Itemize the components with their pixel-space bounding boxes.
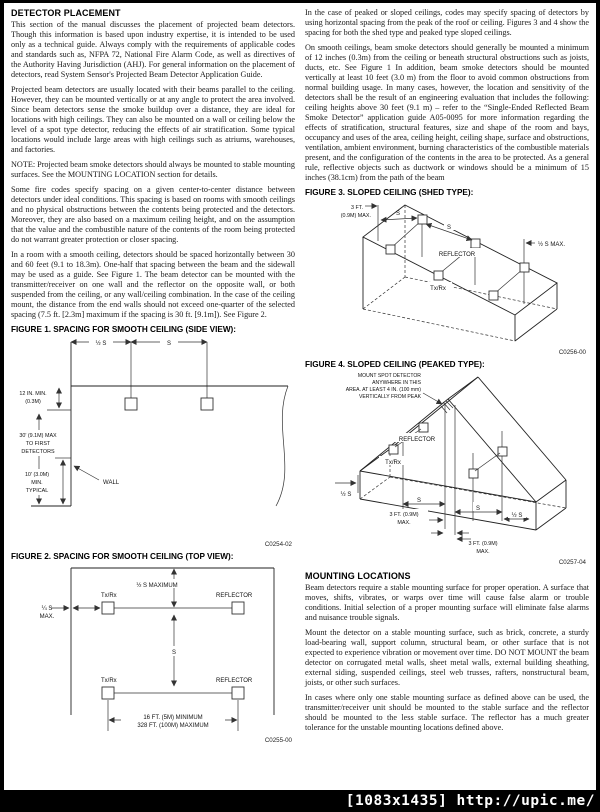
svg-text:Tx/Rx: Tx/Rx xyxy=(430,286,446,292)
txrx-symbol xyxy=(102,687,114,699)
svg-text:MOUNT SPOT DETECTOR: MOUNT SPOT DETECTOR xyxy=(357,373,421,379)
svg-text:Tx/Rx: Tx/Rx xyxy=(101,593,117,599)
svg-text:DETECTORS: DETECTORS xyxy=(21,449,55,455)
paragraph: Projected beam detectors are usually located with their beams parallel to the ceiling. However, they can be mounted vertically or at any angle to protect the area involved. Since beam detectors sense the smoke buildup over a distance, they are ideal for locations with high ceilings. They can also be mounted on a wall or ceiling below the level of a spot type detector, reducing the effects of air stratification. Some typical locations would include large areas with high ceilings such as atriums, warehouses, and factories. xyxy=(11,85,295,154)
figure1-diagram-side-view xyxy=(11,336,296,549)
svg-text:328 FT. (100M) MAXIMUM: 328 FT. (100M) MAXIMUM xyxy=(137,723,209,729)
right-column xyxy=(305,8,589,745)
figure3-code: C0256-00 xyxy=(558,349,586,356)
paragraph: Some fire codes specify spacing on a given center-to-center distance between detectors under ideal conditions. This spacing is based on rooms with smooth ceilings and no physical obstructions between the contents being protected and the detectors. Moreover, they are also based on a maximum ceiling height, and on the assumption that the value and the combustible nature of the contents of the room being protected do not warrant greater protection or closer spacing. xyxy=(11,185,295,244)
reflector-symbol xyxy=(232,602,244,614)
svg-text:MAX.: MAX. xyxy=(39,614,55,620)
txrx-symbol xyxy=(389,445,398,454)
svg-text:(0.3M): (0.3M) xyxy=(25,399,41,405)
note-paragraph: NOTE: Projected beam smoke detectors should always be mounted to stable mounting surfaces. See the MOUNTING LOCATION section for details. xyxy=(11,160,295,179)
beam-detector-symbol xyxy=(386,245,395,254)
figure1-lines xyxy=(31,342,288,506)
figure2-code: C0255-00 xyxy=(264,737,292,744)
beam-detector-symbol xyxy=(489,291,498,300)
beam-detector-symbol xyxy=(498,447,507,456)
reflector-symbol xyxy=(419,423,428,432)
svg-text:(0.9M) MAX.: (0.9M) MAX. xyxy=(340,213,371,219)
beam-detector-symbol xyxy=(201,398,213,410)
manual-page xyxy=(4,3,596,790)
figure1-labels xyxy=(15,337,293,548)
svg-text:WALL: WALL xyxy=(103,480,120,486)
paragraph: In cases where only one stable mounting surface as defined above can be used, the transmitter/receiver unit should be mounted to the stable surface and the reflector should be mounted to the less stable surface. The reflector has a much greater tolerance for the unstable mounting locations defined above. xyxy=(305,693,589,732)
paragraph: In the case of peaked or sloped ceilings, codes may specify spacing of detectors by using horizontal spacing from the peak of the roof or ceiling. Figures 3 and 4 show the spacing for both the shed type and peaked type sloped ceilings. xyxy=(305,8,589,37)
svg-text:Tx/Rx: Tx/Rx xyxy=(101,678,117,684)
svg-text:S: S xyxy=(475,506,481,512)
figure4-labels xyxy=(341,373,587,566)
figure3-lines xyxy=(363,205,557,341)
svg-text:VERTICALLY FROM PEAK: VERTICALLY FROM PEAK xyxy=(359,394,421,400)
figure4-code: C0257-04 xyxy=(558,559,586,566)
paragraph: This section of the manual discusses the placement of projected beam detectors. Though this information is based upon industry expertise, it is intended to be used only as a technical guide. Always comply with the requirements of applicable codes and standards such as, NFPA 72, National Fire Alarm Code, as well as directives of the Authority Having Jurisdiction (AHJ). For general information on the placement of detectors, read System Sensor's Projected Beam Detector Application Guide. xyxy=(11,20,295,79)
watermark-text: [1083x1435] http://upic.me/ xyxy=(345,793,595,809)
svg-text:Tx/Rx: Tx/Rx xyxy=(385,460,401,466)
svg-text:16 FT. (5M) MINIMUM: 16 FT. (5M) MINIMUM xyxy=(143,715,203,721)
beam-detector-symbol xyxy=(418,215,427,224)
svg-text:10' (3.0M): 10' (3.0M) xyxy=(24,472,50,478)
svg-text:½ S: ½ S xyxy=(340,492,352,498)
figure4-diagram-peaked-type xyxy=(305,371,590,567)
svg-text:S: S xyxy=(395,211,401,217)
watermark-bar xyxy=(0,790,600,812)
figure3-labels xyxy=(341,205,587,356)
svg-text:TYPICAL: TYPICAL xyxy=(25,488,49,494)
figure3-diagram-shed-type xyxy=(305,199,590,357)
beam-detector-symbol xyxy=(520,263,529,272)
figure4-title: FIGURE 4. SLOPED CEILING (PEAKED TYPE): xyxy=(305,360,485,369)
svg-text:TO FIRST: TO FIRST xyxy=(25,441,51,447)
section-heading: DETECTOR PLACEMENT xyxy=(11,8,121,18)
svg-text:S: S xyxy=(166,341,172,347)
paragraph: Beam detectors require a stable mounting surface for proper operation. A surface that moves, shifts, vibrates, or warps over time will cause false alarm or trouble conditions. Initial selection of a proper mounting surface will eliminate false alarms and nuisance trouble signals. xyxy=(305,583,589,622)
figure3-title: FIGURE 3. SLOPED CEILING (SHED TYPE): xyxy=(305,188,474,197)
svg-text:3 FT. (0.9M): 3 FT. (0.9M) xyxy=(389,512,419,518)
svg-text:REFLECTOR: REFLECTOR xyxy=(216,593,253,599)
paragraph: In a room with a smooth ceiling, detectors should be spaced horizontally between 30 and 60 feet (9.1 to 18.3m). One-half that spacing between the beam and the sidewall may be used as a guide. See Figure 1. The beam detector can be mounted with the transmitter/receiver on one wall and the reflector on the opposite wall, or both suspended from the ceiling, or any wall/ceiling combination. In the case of the ceiling mount, the distance from the end walls should not exceed one-quarter of the selected spacing (7.5 ft. [2.3m] maximum if the spacing is 30 ft. [9.1m]). See Figure 2. xyxy=(11,250,295,319)
txrx-symbol xyxy=(102,602,114,614)
mounting-locations-heading: MOUNTING LOCATIONS xyxy=(305,571,411,581)
svg-text:ANYWHERE IN THIS: ANYWHERE IN THIS xyxy=(372,380,421,386)
paragraph: On smooth ceilings, beam smoke detectors should generally be mounted a minimum of 12 inches (0.3m) from the ceiling or beneath structural obstructions such as joists, ducts, etc. See Figure 1 In addition, beam smoke detectors should be mounted vertically at least 10 feet (3.0 m) from the floor to avoid common obstructions from normal building usage. In many cases, however, the location and sensitivity of the detectors shall be the result of an engineering evaluation that includes the following: ceiling heights above 30 feet (9.1 m) – refer to the “Single-Ended Reflected Beam Smoke Detector” application guide A05-0095 for more information regarding the effects of stratification, structural features, size and shape of the room and bays, occupancy and uses of the area, ceiling height, ceiling shape, surface and obstructions, ventilation, ambient environment, burning characteristics of the combustible materials present, and the configuration of the contents in the area to be protected. As a general rule, reflective objects such as ductwork or windows should be a minimum of 15 inches (38.1cm) from the path of the beam xyxy=(305,43,589,182)
beam-detector-symbol xyxy=(125,398,137,410)
figure1-code: C0254-02 xyxy=(264,541,292,548)
left-column xyxy=(11,8,295,745)
svg-text:S: S xyxy=(171,650,177,656)
reflector-symbol xyxy=(471,239,480,248)
beam-detector-symbol xyxy=(469,469,478,478)
svg-text:REFLECTOR: REFLECTOR xyxy=(216,678,253,684)
svg-text:REFLECTOR: REFLECTOR xyxy=(438,252,476,258)
svg-text:AREA. AT LEAST 4 IN. (100 mm): AREA. AT LEAST 4 IN. (100 mm) xyxy=(345,387,421,393)
svg-text:S: S xyxy=(416,498,422,504)
figure4-lines xyxy=(335,377,566,539)
figure2-diagram-top-view xyxy=(11,563,296,745)
two-column-layout xyxy=(11,8,589,745)
figure2-labels xyxy=(40,579,293,744)
svg-text:3 FT.: 3 FT. xyxy=(351,205,363,211)
svg-text:½ S: ½ S xyxy=(511,513,523,519)
svg-text:12 IN. MIN.: 12 IN. MIN. xyxy=(19,391,47,397)
svg-text:MAX.: MAX. xyxy=(397,520,411,526)
svg-text:3 FT. (0.9M): 3 FT. (0.9M) xyxy=(468,541,498,547)
svg-text:½ S MAX.: ½ S MAX. xyxy=(538,242,566,248)
txrx-symbol xyxy=(434,271,443,280)
svg-text:MIN.: MIN. xyxy=(31,480,43,486)
paragraph: Mount the detector on a stable mounting surface, such as brick, concrete, a sturdy load-bearing wall, support column, structural beam, or other surface that is not expected to experience vibration or movement over time. DO NOT MOUNT the beam detector on corrugated metal walls, sheet metal walls, external building sheathing, external siding, suspended ceilings, steel web trusses, rafters, nonstructural beam, joists, or other such surfaces. xyxy=(305,628,589,687)
svg-text:½ S: ½ S xyxy=(95,341,107,347)
svg-text:¼ S: ¼ S xyxy=(41,606,53,612)
svg-text:30' (9.1M) MAX: 30' (9.1M) MAX xyxy=(19,433,57,439)
svg-text:REFLECTOR: REFLECTOR xyxy=(398,437,436,443)
svg-text:S: S xyxy=(446,225,452,231)
figure2-title: FIGURE 2. SPACING FOR SMOOTH CEILING (TOP VIEW): xyxy=(11,552,234,561)
svg-text:½ S MAXIMUM: ½ S MAXIMUM xyxy=(136,583,178,589)
reflector-symbol xyxy=(232,687,244,699)
figure1-title: FIGURE 1. SPACING FOR SMOOTH CEILING (SIDE VIEW): xyxy=(11,325,237,334)
svg-text:MAX.: MAX. xyxy=(476,549,490,555)
